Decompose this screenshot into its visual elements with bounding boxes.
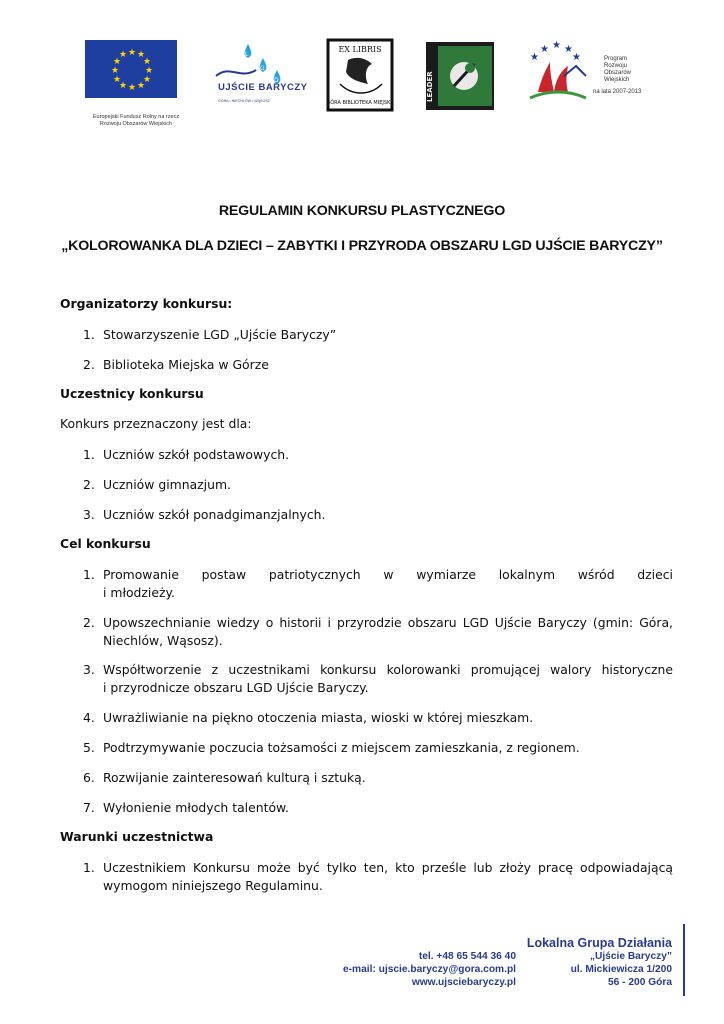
- caption-line: Europejski Fundusz Rolny na rzecz: [92, 114, 180, 120]
- list-item-text: Promowanie postaw patriotycznych w wymiarze lokalnym wśród dzieci: [103, 567, 673, 582]
- svg-text:GÓRA • NIECHLÓW • WĄSOSZ: GÓRA • NIECHLÓW • WĄSOSZ: [218, 99, 270, 103]
- list-item-text-cont: wymogom niniejszego Regulaminu.: [103, 878, 323, 893]
- svg-text:★: ★: [145, 66, 154, 76]
- list-item-text: Rozwijanie zainteresowań kulturą i sztuką.: [103, 770, 366, 785]
- list-item: [83, 859, 673, 895]
- list-item: [83, 661, 673, 697]
- svg-text:★: ★: [572, 52, 581, 63]
- ujscie-baryczy-logo: [210, 40, 308, 106]
- list-item-text: Upowszechnianie wiedzy o historii i przyrodzie obszaru LGD Ujście Baryczy (gmin: Góra,: [103, 615, 673, 630]
- list-item-text: Uwrażliwianie na piękno otoczenia miasta, wioski w której mieszkam.: [103, 710, 534, 725]
- list-item-text-cont: i przyrodnicze obszaru LGD Ujście Baryczy.: [103, 680, 369, 695]
- svg-text:★: ★: [530, 52, 539, 63]
- list-number: 1.: [83, 327, 95, 342]
- svg-text:★: ★: [552, 40, 561, 51]
- list-item: [83, 566, 673, 602]
- list-item-text-cont: i młodzieży.: [103, 585, 175, 600]
- svg-text:L: L: [245, 51, 249, 58]
- svg-text:★: ★: [137, 50, 146, 60]
- list-item-text: Uczniów gimnazjum.: [103, 477, 231, 492]
- svg-text:★: ★: [119, 81, 128, 91]
- svg-text:★: ★: [540, 44, 549, 55]
- footer-contact: [300, 950, 516, 989]
- ex-libris-logo: [326, 36, 396, 112]
- list-number: 1.: [83, 567, 95, 582]
- list-item-text-cont: Niechlów, Wąsosz).: [103, 633, 223, 648]
- list-item-text: Uczniów szkół podstawowych.: [103, 447, 290, 462]
- footer-org-name: Lokalna Grupa Działania: [526, 936, 672, 950]
- svg-text:★: ★: [128, 48, 137, 58]
- svg-text:★: ★: [119, 50, 128, 60]
- document-title: REGULAMIN KONKURSU PLASTYCZNEGO: [218, 203, 506, 219]
- list-number: 3.: [83, 662, 95, 677]
- list-number: 7.: [83, 800, 95, 815]
- svg-text:★: ★: [128, 83, 137, 93]
- footer-website[interactable]: www.ujsciebaryczy.pl: [411, 977, 516, 988]
- section-heading-goal: Cel konkursu: [60, 536, 151, 551]
- list-item: [83, 769, 673, 787]
- list-item-text: Uczniów szkół ponadgimanzjalnych.: [103, 507, 326, 522]
- list-item-text: Podtrzymywanie poczucia tożsamości z miejscem zamieszkania, z regionem.: [103, 740, 580, 755]
- list-number: 1.: [83, 447, 95, 462]
- svg-text:★: ★: [111, 66, 120, 76]
- list-number: 6.: [83, 770, 95, 785]
- svg-text:Rozwoju: Rozwoju: [604, 63, 628, 69]
- list-item-text: Współtworzenie z uczestnikami konkursu kolorowanki promującej walory historyczne: [103, 662, 673, 677]
- list-number: 3.: [83, 507, 95, 522]
- footer-street: ul. Mickiewicza 1/200: [570, 964, 672, 975]
- svg-text:★: ★: [137, 81, 146, 91]
- section-heading-organizers: Organizatorzy konkursu:: [60, 296, 233, 311]
- eu-caption: [80, 114, 192, 128]
- leader-logo: [426, 42, 494, 110]
- section-heading-participants: Uczestnicy konkursu: [60, 386, 204, 401]
- list-item-text: Uczestnikiem Konkursu może być tylko ten, kto prześle lub złoży pracę odpowiadającą: [103, 860, 673, 875]
- svg-text:UJŚCIE BARYCZY: UJŚCIE BARYCZY: [218, 82, 308, 93]
- footer-phone: tel. +48 65 544 36 40: [418, 951, 516, 962]
- svg-text:Program: Program: [604, 56, 628, 62]
- list-item-text: Biblioteka Miejska w Górze: [103, 357, 269, 372]
- list-item-text: Wyłonienie młodych talentów.: [103, 800, 289, 815]
- list-number: 2.: [83, 477, 95, 492]
- list-item: [83, 356, 673, 374]
- svg-text:★: ★: [113, 57, 122, 67]
- svg-text:G: G: [260, 65, 265, 72]
- svg-text:Obszarów: Obszarów: [604, 70, 632, 76]
- svg-text:D: D: [274, 77, 279, 84]
- list-number: 1.: [83, 860, 95, 875]
- list-number: 2.: [83, 357, 95, 372]
- eu-flag-icon: [85, 40, 177, 98]
- list-item: [83, 739, 673, 757]
- svg-text:★: ★: [143, 57, 152, 67]
- list-number: 4.: [83, 710, 95, 725]
- svg-text:Wiejskich: Wiejskich: [604, 77, 630, 83]
- prow-logo: [524, 40, 642, 106]
- svg-text:★: ★: [564, 44, 573, 55]
- svg-text:★: ★: [143, 75, 152, 85]
- list-item: [83, 476, 673, 494]
- list-item: [83, 709, 673, 727]
- list-number: 5.: [83, 740, 95, 755]
- footer-email[interactable]: e-mail: ujscie.baryczy@gora.com.pl: [343, 964, 516, 975]
- svg-text:EX LIBRIS: EX LIBRIS: [338, 45, 382, 54]
- svg-text:na lata 2007-2013: na lata 2007-2013: [593, 89, 642, 95]
- list-item: [83, 506, 673, 524]
- list-number: 2.: [83, 615, 95, 630]
- svg-text:LEADER: LEADER: [426, 71, 434, 102]
- footer-city: 56 - 200 Góra: [608, 977, 672, 988]
- footer-divider: [683, 924, 685, 996]
- footer-address: [520, 936, 672, 989]
- section-heading-conditions: Warunki uczestnictwa: [60, 829, 214, 844]
- list-item: [83, 799, 673, 817]
- footer-org-sub: „Ujście Baryczy”: [589, 951, 672, 962]
- list-item-text: Stowarzyszenie LGD „Ujście Baryczy”: [103, 327, 337, 342]
- list-item: [83, 446, 673, 464]
- svg-text:GÓRA BIBLIOTEKA MIEJSKA: GÓRA BIBLIOTEKA MIEJSKA: [326, 100, 394, 106]
- caption-line: Rozwoju Obszarów Wiejskich: [99, 121, 173, 127]
- list-item: [83, 614, 673, 650]
- document-subtitle: „KOLOROWANKA DLA DZIECI – ZABYTKI I PRZYRODA OBSZARU LGD UJŚCIE BARYCZY”: [61, 238, 663, 254]
- list-item: [83, 326, 673, 344]
- participants-intro: Konkurs przeznaczony jest dla:: [60, 416, 252, 431]
- svg-text:★: ★: [113, 75, 122, 85]
